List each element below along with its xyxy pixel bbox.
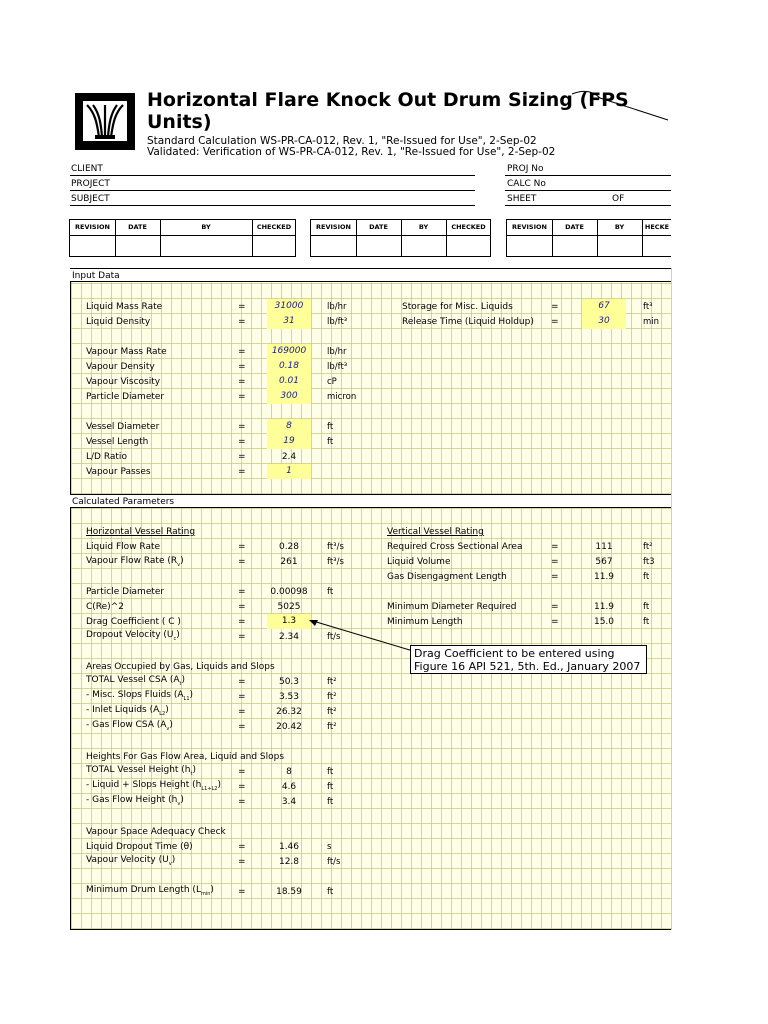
dropout-time-label: Liquid Dropout Time (θ) (86, 842, 193, 852)
liquid-mass-rate-label: Liquid Mass Rate (86, 302, 163, 312)
unit: lb/hr (327, 347, 347, 357)
particle-diameter-input[interactable]: 300 (267, 389, 311, 404)
unit: ft (327, 767, 334, 777)
proj-no-field[interactable] (505, 175, 671, 176)
dropout-velocity-value: 2.34 (278, 632, 300, 642)
particle-diameter-calc-value: 0.00098 (270, 587, 308, 597)
equals: = (551, 572, 559, 582)
vessel-diameter-input[interactable]: 8 (267, 419, 311, 434)
equals: = (238, 767, 246, 777)
date-header: DATE (369, 223, 388, 231)
particle-diameter-calc-label: Particle Diameter (86, 587, 165, 597)
strike-mark (560, 88, 672, 124)
equals: = (551, 557, 559, 567)
equals: = (238, 617, 246, 627)
subject-label: SUBJECT (71, 194, 110, 204)
release-time-input[interactable]: 30 (582, 314, 626, 329)
unit: micron (327, 392, 357, 402)
calc-no-field[interactable] (505, 190, 671, 191)
dropout-time-value: 1.46 (278, 842, 300, 852)
equals: = (238, 707, 246, 717)
unit: ft (327, 887, 334, 897)
input-data-header: Input Data (70, 268, 671, 282)
equals: = (238, 602, 246, 612)
vapour-viscosity-input[interactable]: 0.01 (267, 374, 311, 389)
client-label: CLIENT (71, 164, 103, 174)
unit: ft³/s (327, 557, 344, 567)
gas-length-value: 11.9 (593, 572, 615, 582)
inlet-liquids-label: - Inlet Liquids $(A_{L2})$ (86, 705, 169, 717)
vapour-velocity-value: 12.8 (278, 857, 300, 867)
equals: = (551, 617, 559, 627)
cre2-label: C(Re)^2 (86, 602, 124, 612)
vessel-diameter-label: Vessel Diameter (86, 422, 160, 432)
calculated-parameters-header: Calculated Parameters (70, 494, 671, 508)
liquid-density-label: Liquid Density (86, 317, 151, 327)
total-height-value: 8 (286, 767, 292, 777)
calc-no-label: CALC No (507, 179, 546, 189)
unit: ft/s (327, 632, 341, 642)
csa-value: 111 (595, 542, 613, 552)
liquid-flow-label: Liquid Flow Rate (86, 542, 161, 552)
sheet-bottom-border (70, 929, 671, 930)
heights-heading: Heights For Gas Flow Area, Liquid and Slops (86, 752, 285, 762)
liquid-flow-value: 0.28 (278, 542, 300, 552)
total-csa-value: 50.3 (278, 677, 300, 687)
subtitle-standard: Standard Calculation WS-PR-CA-012, Rev. 1, "Re-Issued for Use", 2-Sep-02 (147, 135, 537, 147)
unit: ft (327, 587, 334, 597)
vertical-heading: Vertical Vessel Rating (387, 527, 484, 537)
unit: lb/ft³ (327, 317, 348, 327)
unit: cP (327, 377, 337, 387)
subject-field[interactable] (70, 205, 475, 206)
storage-label: Storage for Misc. Liquids (402, 302, 513, 312)
ld-ratio-label: L/D Ratio (86, 452, 127, 462)
vapour-velocity-label: Vapour Velocity $(U_v)$ (86, 855, 176, 867)
unit: ft (327, 422, 334, 432)
checked-header: HECKE (644, 223, 670, 231)
unit: ft² (327, 707, 337, 717)
unit: ft (643, 617, 650, 627)
misc-slops-value: 3.53 (278, 692, 300, 702)
drag-coefficient-label: Drag Coefficient ( C ) (86, 617, 181, 627)
min-diameter-value: 11.9 (593, 602, 615, 612)
unit: ft (327, 797, 334, 807)
unit: lb/hr (327, 302, 347, 312)
client-field[interactable] (70, 175, 475, 176)
unit: ft² (643, 542, 653, 552)
gas-height-label: - Gas Flow Height $(h_v)$ (86, 795, 184, 807)
equals: = (238, 842, 246, 852)
total-height-label: TOTAL Vessel Height $(h_t)$ (86, 765, 196, 777)
unit: ft3 (643, 557, 655, 567)
vessel-length-label: Vessel Length (86, 437, 149, 447)
unit: ft² (327, 677, 337, 687)
equals: = (238, 797, 246, 807)
revision-table-1 (69, 219, 296, 257)
vapour-mass-rate-input[interactable]: 169000 (267, 344, 311, 359)
equals: = (551, 302, 559, 312)
release-time-label: Release Time (Liquid Holdup) (402, 317, 534, 327)
unit: ft² (327, 692, 337, 702)
logo-icon (75, 93, 135, 150)
unit: s (327, 842, 332, 852)
unit: ft³ (643, 302, 653, 312)
by-header: BY (201, 223, 211, 231)
unit: lb/ft³ (327, 362, 348, 372)
equals: = (238, 377, 246, 387)
revision-table-3 (506, 219, 671, 257)
project-field[interactable] (70, 190, 475, 191)
by-header: BY (418, 223, 429, 231)
liquid-volume-label: Liquid Volume (387, 557, 451, 567)
liquid-mass-rate-input[interactable]: 31000 (267, 299, 311, 314)
date-header: DATE (565, 223, 584, 231)
unit: ft² (327, 722, 337, 732)
gas-flow-csa-value: 20.42 (276, 722, 302, 732)
page-title: Horizontal Flare Knock Out Drum Sizing (FPS Units) (147, 89, 629, 133)
vapour-flow-label: Vapour Flow Rate $(R_v)$ (86, 556, 184, 568)
equals: = (238, 692, 246, 702)
areas-heading: Areas Occupied by Gas, Liquids and Slops (86, 662, 275, 672)
vapour-mass-rate-label: Vapour Mass Rate (86, 347, 167, 357)
unit: ft³/s (327, 542, 344, 552)
cre2-value: 5025 (277, 602, 301, 612)
equals: = (238, 542, 246, 552)
liquid-height-label: - Liquid + Slops Height $(h_{L1+L2})$ (86, 780, 221, 792)
storage-input[interactable]: 67 (582, 299, 626, 314)
equals: = (238, 302, 246, 312)
inlet-liquids-value: 26.32 (276, 707, 302, 717)
vapour-flow-value: 261 (280, 557, 298, 567)
vapour-passes-input[interactable]: 1 (267, 464, 311, 479)
misc-slops-label: - Misc. Slops Fluids $(A_{L1})$ (86, 690, 194, 702)
drag-coefficient-input[interactable]: 1.3 (267, 614, 311, 629)
equals: = (238, 677, 246, 687)
liquid-volume-value: 567 (595, 557, 613, 567)
equals: = (238, 557, 246, 567)
dropout-velocity-label: Dropout Velocity $(U_c)$ (86, 630, 180, 642)
equals: = (551, 542, 559, 552)
vapour-density-label: Vapour Density (86, 362, 155, 372)
equals: = (238, 422, 246, 432)
vapour-density-input[interactable]: 0.18 (267, 359, 311, 374)
by-header: BY (614, 223, 625, 231)
min-drum-length-value: 18.59 (276, 887, 302, 897)
revision-table-2 (310, 219, 491, 257)
project-label: PROJECT (71, 179, 110, 189)
gas-length-label: Gas Disengagment Length (387, 572, 507, 582)
equals: = (238, 317, 246, 327)
adequacy-heading: Vapour Space Adequacy Check (86, 827, 226, 837)
ld-ratio-value: 2.4 (281, 452, 297, 462)
of-label: OF (612, 194, 625, 204)
equals: = (551, 317, 559, 327)
min-length-label: Minimum Length (387, 617, 463, 627)
particle-diameter-label: Particle Diameter (86, 392, 165, 402)
unit: ft (327, 437, 334, 447)
vapour-viscosity-label: Vapour Viscosity (86, 377, 161, 387)
proj-no-label: PROJ No (507, 164, 544, 174)
equals: = (238, 437, 246, 447)
equals: = (238, 857, 246, 867)
checked-header: CHECKED (451, 223, 486, 231)
subtitle-validated: Validated: Verification of WS-PR-CA-012, Rev. 1, "Re-Issued for Use", 2-Sep-02 (147, 146, 556, 158)
date-header: DATE (128, 223, 147, 231)
csa-label: Required Cross Sectional Area (387, 542, 523, 552)
sheet-label: SHEET (507, 194, 537, 204)
equals: = (238, 722, 246, 732)
liquid-density-input[interactable]: 31 (267, 314, 311, 329)
equals: = (238, 347, 246, 357)
gas-flow-csa-label: - Gas Flow CSA $(A_v)$ (86, 720, 173, 732)
min-length-value: 15.0 (593, 617, 615, 627)
total-csa-label: TOTAL Vessel CSA $(A_t)$ (86, 675, 186, 687)
equals: = (238, 887, 246, 897)
equals: = (238, 632, 246, 642)
gas-height-value: 3.4 (281, 797, 297, 807)
equals: = (551, 602, 559, 612)
drag-coefficient-note: Drag Coefficient to be entered using Figure 16 API 521, 5th. Ed., January 2007 (410, 645, 647, 674)
checked-header: CHECKED (256, 223, 292, 231)
equals: = (238, 392, 246, 402)
equals: = (238, 587, 246, 597)
unit: ft (643, 572, 650, 582)
liquid-height-value: 4.6 (281, 782, 297, 792)
unit: ft/s (327, 857, 341, 867)
equals: = (238, 467, 246, 477)
rev-header: REVISION (316, 223, 351, 231)
unit: min (643, 317, 660, 327)
equals: = (238, 452, 246, 462)
min-diameter-label: Minimum Diameter Required (387, 602, 517, 612)
rev-header: REVISION (75, 223, 110, 231)
sheet-field[interactable] (505, 205, 671, 206)
vapour-passes-label: Vapour Passes (86, 467, 151, 477)
equals: = (238, 782, 246, 792)
equals: = (238, 362, 246, 372)
vessel-length-input[interactable]: 19 (267, 434, 311, 449)
rev-header: REVISION (512, 223, 547, 231)
note-arrow (305, 615, 415, 655)
unit: ft (327, 782, 334, 792)
company-logo (75, 93, 135, 150)
min-drum-length-label: Minimum Drum Length $(L_{min})$ (86, 885, 214, 897)
unit: ft (643, 602, 650, 612)
horizontal-heading: Horizontal Vessel Rating (86, 527, 196, 537)
